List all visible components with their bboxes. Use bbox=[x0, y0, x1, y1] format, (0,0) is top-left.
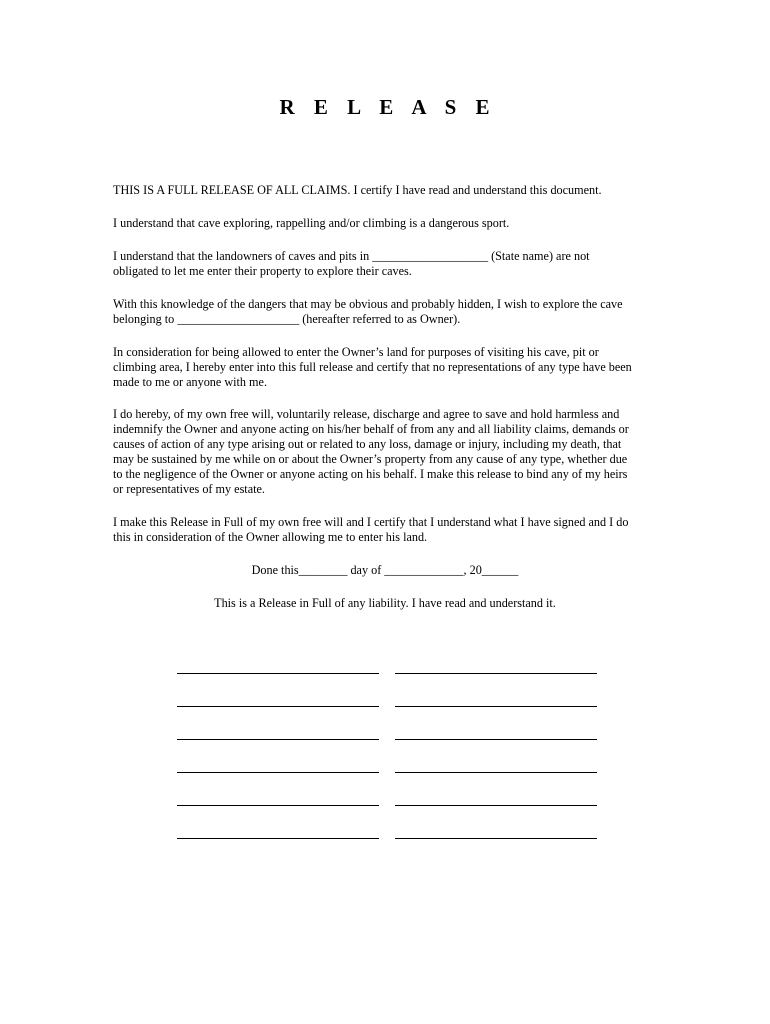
signature-line[interactable] bbox=[395, 729, 597, 740]
landowner-obligation-paragraph: I understand that the landowners of caves and pits in ___________________ (State name) are not obligated to let me enter their property to explore their caves. bbox=[113, 249, 590, 278]
signature-line[interactable] bbox=[177, 729, 379, 740]
signature-line[interactable] bbox=[395, 696, 597, 707]
signature-line[interactable] bbox=[177, 663, 379, 674]
free-will-paragraph: I make this Release in Full of my own free will and I certify that I understand what I have signed and I do this in consideration of the Owner allowing me to enter his land. bbox=[113, 515, 629, 544]
document-title: R E L E A S E bbox=[279, 95, 497, 119]
signature-row bbox=[177, 696, 597, 710]
signature-line[interactable] bbox=[395, 663, 597, 674]
signature-line[interactable] bbox=[177, 696, 379, 707]
signature-line[interactable] bbox=[395, 762, 597, 773]
signature-line[interactable] bbox=[395, 795, 597, 806]
release-statement-paragraph: THIS IS A FULL RELEASE OF ALL CLAIMS. I certify I have read and understand this document. bbox=[113, 183, 602, 197]
signature-row bbox=[177, 828, 597, 842]
signature-line[interactable] bbox=[177, 795, 379, 806]
danger-acknowledgement-paragraph: I understand that cave exploring, rappelling and/or climbing is a dangerous sport. bbox=[113, 216, 510, 230]
date-line: Done this________ day of _____________, 20______ bbox=[251, 563, 519, 577]
signature-line[interactable] bbox=[395, 828, 597, 839]
signature-row bbox=[177, 795, 597, 809]
cave-ownership-paragraph: With this knowledge of the dangers that may be obvious and probably hidden, I wish to explore the cave belonging to ____________________ (hereafter referred to as Owner). bbox=[113, 297, 623, 326]
closing-statement: This is a Release in Full of any liability. I have read and understand it. bbox=[214, 596, 556, 610]
consideration-paragraph: In consideration for being allowed to enter the Owner’s land for purposes of visiting his cave, pit or climbing area, I hereby enter into this full release and certify that no representations of any type have been made to me or anyone with me. bbox=[113, 345, 632, 389]
signature-row bbox=[177, 729, 597, 743]
signature-row bbox=[177, 762, 597, 776]
indemnity-paragraph: I do hereby, of my own free will, voluntarily release, discharge and agree to save and hold harmless and indemnify the Owner and anyone acting on his/her behalf of from any and all liability claims, demands or causes of action of any type arising out or related to any loss, damage or injury, including my death, that may be sustained by me while on or about the Owner’s property from any cause of any type, whether due to the negligence of the Owner or anyone acting on his behalf. I make this release to bind any of my heirs or representatives of my estate. bbox=[113, 407, 629, 496]
signature-row bbox=[177, 663, 597, 677]
signature-line[interactable] bbox=[177, 828, 379, 839]
signature-line[interactable] bbox=[177, 762, 379, 773]
